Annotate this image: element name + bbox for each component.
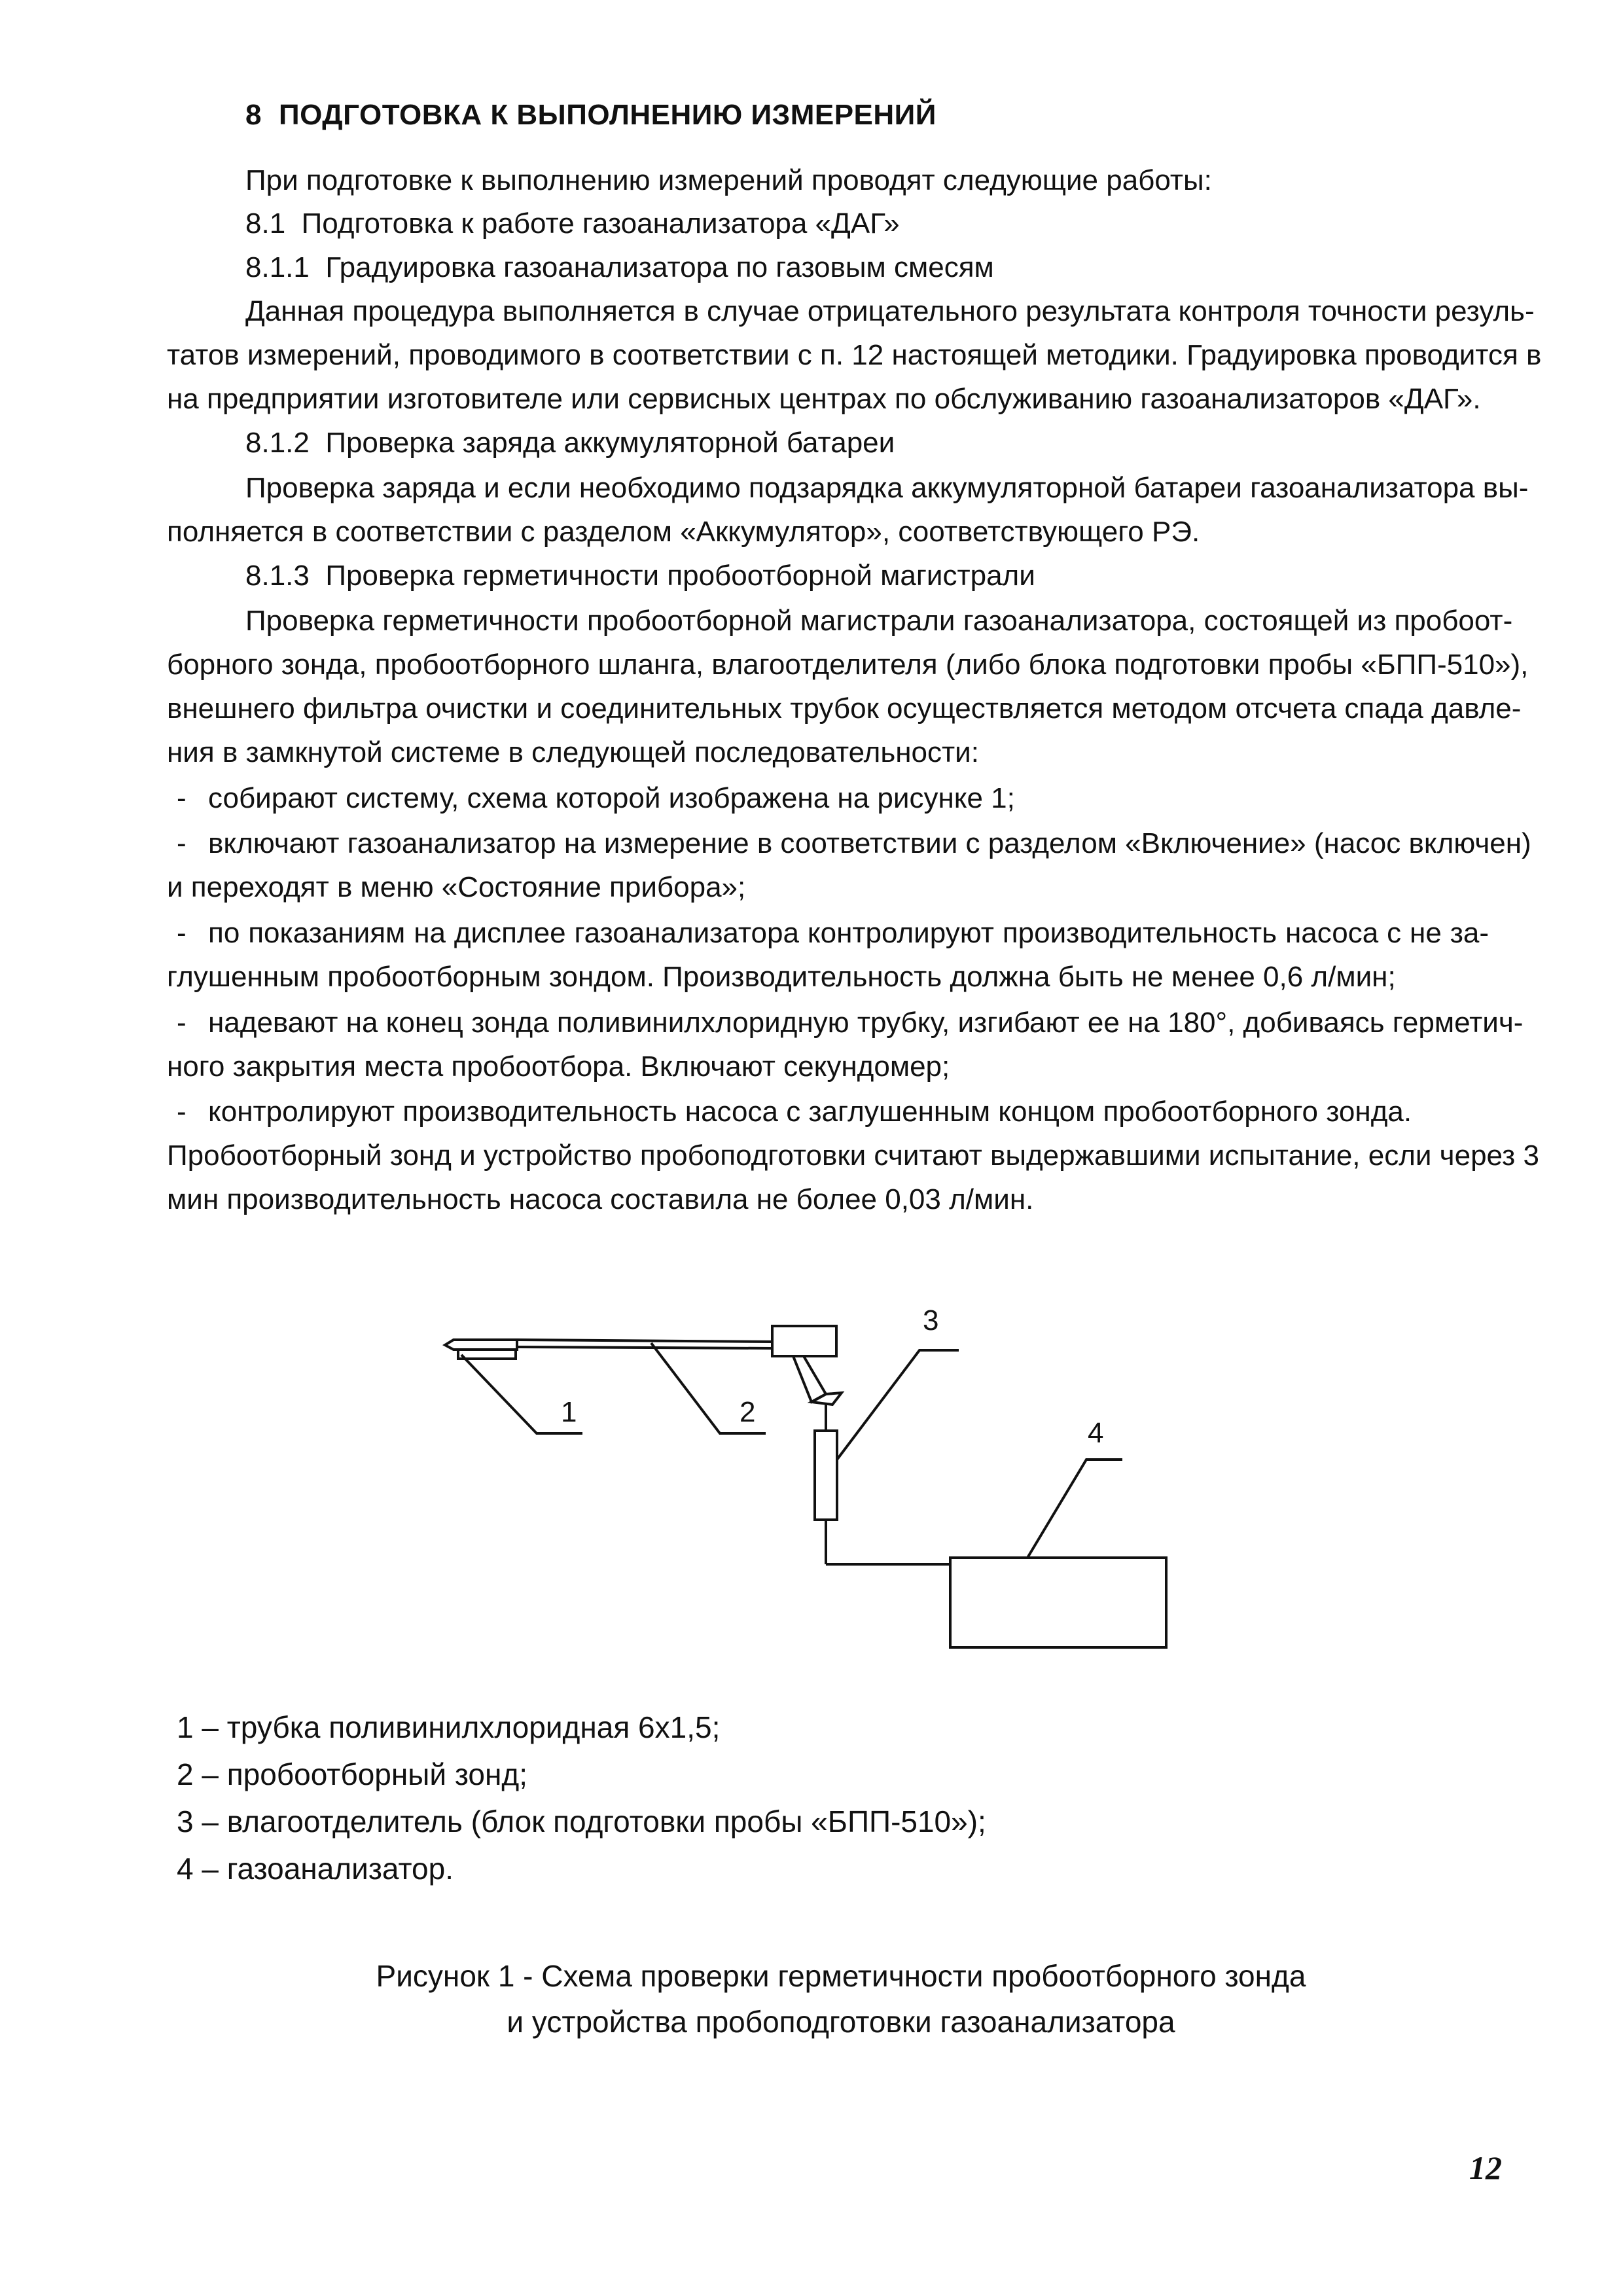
paragraph-line: на предприятии изготовителе или сервисных центрах по обслуживанию газоанализаторов «ДАГ». [167, 383, 1481, 415]
subsection-8-1-1-number: 8.1.1 [245, 251, 310, 283]
list-item-text: собирают систему, схема которой изображена на рисунке 1; [208, 782, 1015, 814]
paragraph-line: Данная процедура выполняется в случае отрицательного результата контроля точности резуль- [245, 295, 1535, 327]
subsection-8-1-3-title: Проверка герметичности пробоотборной магистрали [325, 560, 1035, 592]
probe-handle-head [772, 1326, 836, 1356]
list-item-continuation: ного закрытия места пробоотбора. Включают секундомер; [167, 1050, 950, 1083]
subsection-8-1-number: 8.1 [245, 207, 286, 240]
legend-item: 2 – пробоотборный зонд; [177, 1757, 528, 1791]
legend-item: 1 – трубка поливинилхлоридная 6х1,5; [177, 1710, 721, 1744]
subsection-8-1-1-title: Градуировка газоанализатора по газовым смесям [325, 251, 994, 283]
paragraph-line: мин производительность насоса составила не более 0,03 л/мин. [167, 1183, 1034, 1215]
water-separator [815, 1431, 837, 1520]
paragraph-line: Проверка заряда и если необходимо подзарядка аккумуляторной батареи газоанализатора вы- [245, 472, 1529, 504]
figure-caption-line: и устройства пробоподготовки газоанализатора [507, 2005, 1175, 2039]
subsection-8-1-2-number: 8.1.2 [245, 427, 310, 459]
paragraph-line: Пробоотборный зонд и устройство пробоподготовки считают выдержавшими испытание, если через 3 [167, 1139, 1539, 1172]
subsection-8-1-title: Подготовка к работе газоанализатора «ДАГ» [301, 207, 900, 240]
label-2: 2 [740, 1396, 756, 1428]
paragraph-line: борного зонда, пробоотборного шланга, влагоотделителя (либо блока подготовки пробы «БПП-510»), [167, 649, 1529, 681]
bullet-dash: - [177, 782, 187, 814]
bullet-dash: - [177, 917, 187, 949]
paragraph-line: внешнего фильтра очистки и соединительных трубок осуществляется методом отсчета спада давле- [167, 692, 1522, 725]
gas-analyzer-box [950, 1558, 1166, 1647]
leader-line-4 [1027, 1460, 1122, 1558]
probe-handle-grip [793, 1356, 826, 1402]
paragraph-line: ния в замкнутой системе в следующей последовательности: [167, 736, 979, 768]
pvc-tube [445, 1340, 517, 1350]
figure-caption-line: Рисунок 1 - Схема проверки герметичности пробоотборного зонда [376, 1959, 1306, 1993]
bullet-dash: - [177, 1007, 187, 1039]
bullet-dash: - [177, 1096, 187, 1128]
bullet-dash: - [177, 827, 187, 859]
list-item-text: включают газоанализатор на измерение в соответствии с разделом «Включение» (насос включен) [208, 827, 1531, 859]
paragraph-line: Проверка герметичности пробоотборной магистрали газоанализатора, состоящей из пробоот- [245, 605, 1513, 637]
probe-rod [517, 1347, 772, 1348]
legend-item: 3 – влагоотделитель (блок подготовки пробы «БПП-510»); [177, 1804, 986, 1839]
paragraph-line: татов измерений, проводимого в соответствии с п. 12 настоящей методики. Градуировка проводится в [167, 339, 1542, 371]
probe-handle-grip [812, 1393, 842, 1405]
list-item-continuation: и переходят в меню «Состояние прибора»; [167, 871, 746, 903]
pvc-tube-end [458, 1350, 516, 1359]
intro-text: При подготовке к выполнению измерений проводят следующие работы: [245, 164, 1212, 196]
leader-line-3 [837, 1350, 959, 1460]
page-number: 12 [1469, 2149, 1502, 2186]
label-1: 1 [561, 1396, 577, 1428]
subsection-8-1-3-number: 8.1.3 [245, 560, 310, 592]
list-item-continuation: глушенным пробоотборным зондом. Производительность должна быть не менее 0,6 л/мин; [167, 961, 1396, 993]
section-title: ПОДГОТОВКА К ВЫПОЛНЕНИЮ ИЗМЕРЕНИЙ [278, 99, 936, 131]
list-item-text: надевают на конец зонда поливинилхлоридную трубку, изгибают ее на 180°, добиваясь герметич- [208, 1007, 1524, 1039]
list-item-text: контролируют производительность насоса с заглушенным концом пробоотборного зонда. [208, 1096, 1412, 1128]
subsection-8-1-2-title: Проверка заряда аккумуляторной батареи [325, 427, 895, 459]
list-item-text: по показаниям на дисплее газоанализатора контролируют производительность насоса с не за- [208, 917, 1489, 949]
section-number: 8 [245, 99, 262, 131]
label-3: 3 [923, 1304, 939, 1336]
paragraph-line: полняется в соответствии с разделом «Аккумулятор», соответствующего РЭ. [167, 516, 1200, 548]
legend-item: 4 – газоанализатор. [177, 1852, 454, 1886]
label-4: 4 [1088, 1417, 1104, 1449]
probe-rod [517, 1340, 772, 1342]
